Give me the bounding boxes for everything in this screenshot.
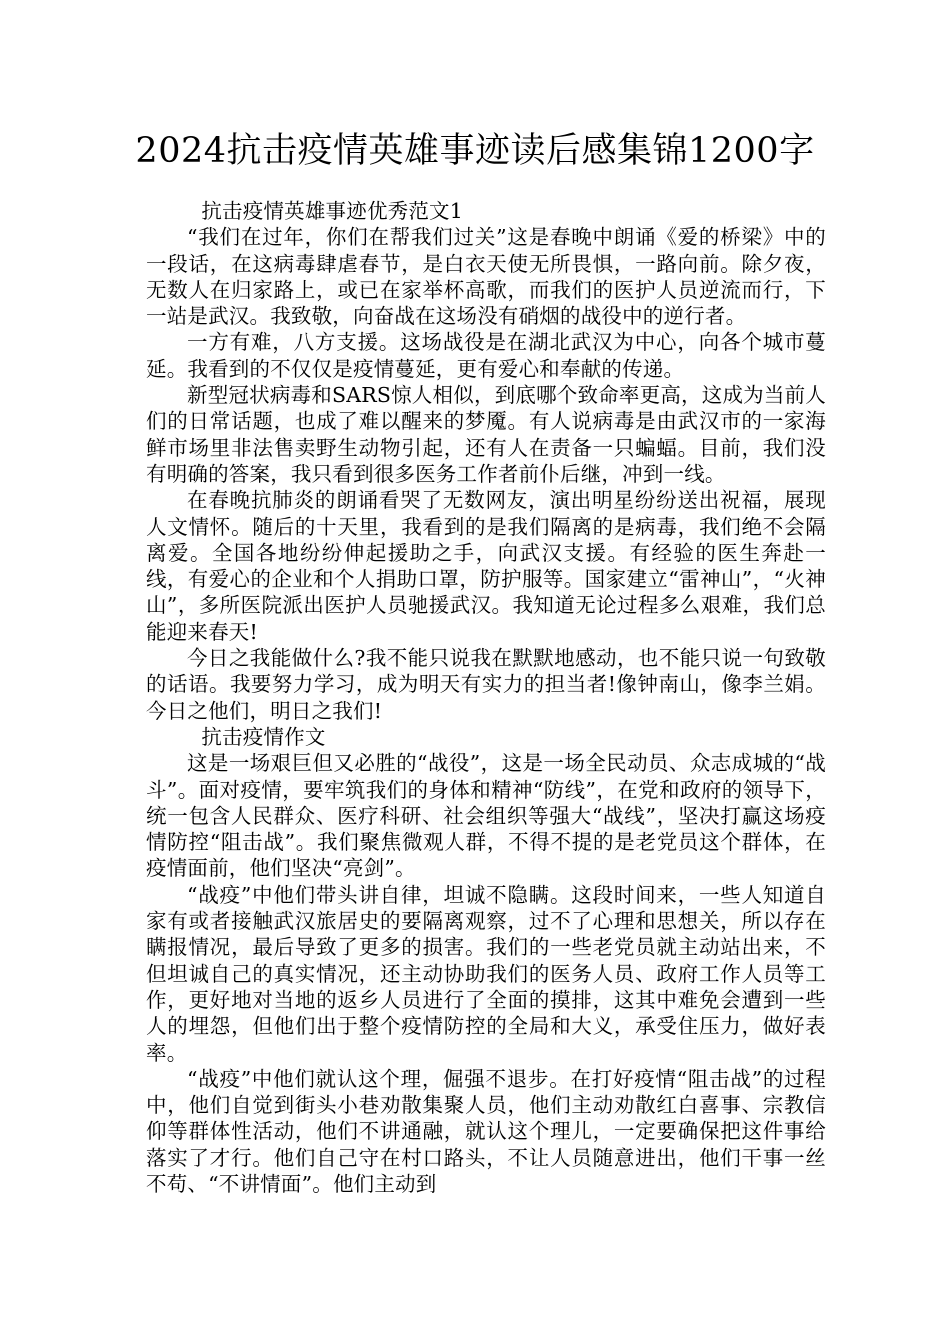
section-heading: 抗击疫情作文 xyxy=(201,724,326,749)
body-paragraph: 新型冠状病毒和SARS惊人相似，到底哪个致命率更高，这成为当前人们的日常话题，也成了难以醒来的梦魇。有人说病毒是由武汉市的一家海鲜市场里非法售卖野生动物引起，还有人在责备一只蝙蝠。目前，我们没有明确的答案，我只看到很多医务工作者前仆后继，冲到一线。 xyxy=(146,383,826,486)
body-paragraph: “战疫”中他们带头讲自律，坦诚不隐瞒。这段时间来，一些人知道自家有或者接触武汉旅居史的要隔离观察，过不了心理和思想关，所以存在瞒报情况，最后导致了更多的损害。我们的一些老党员就主动站出来，不但坦诚自己的真实情况，还主动协助我们的医务人员、政府工作人员等工作，更好地对当地的返乡人员进行了全面的摸排，这其中难免会遭到一些人的埋怨，但他们出于整个疫情防控的全局和大义，承受住压力，做好表率。 xyxy=(146,882,826,1065)
document-body xyxy=(146,198,826,1197)
body-paragraph: 一方有难，八方支援。这场战役是在湖北武汉为中心，向各个城市蔓延。我看到的不仅仅是疫情蔓延，更有爱心和奉献的传递。 xyxy=(146,330,826,381)
document-title: 2024抗击疫情英雄事迹读后感集锦1200字 xyxy=(135,131,815,171)
body-paragraph: “战疫”中他们就认这个理，倔强不退步。在打好疫情“阻击战”的过程中，他们自觉到街头小巷劝散集聚人员，他们主动劝散红白喜事、宗教信仰等群体性活动，他们不讲通融，就认这个理儿，一定要确保把这件事给落实了才行。他们自己守在村口路头，不让人员随意进出，他们干事一丝不苟、“不讲情面”。他们主动到 xyxy=(146,1066,826,1196)
body-paragraph: “我们在过年，你们在帮我们过关”这是春晚中朗诵《爱的桥梁》中的一段话，在这病毒肆虐春节，是白衣天使无所畏惧，一路向前。除夕夜，无数人在归家路上，或已在家举杯高歌，而我们的医护人员逆流而行，下一站是武汉。我致敬，向奋战在这场没有硝烟的战役中的逆行者。 xyxy=(146,225,826,329)
section-heading: 抗击疫情英雄事迹优秀范文1 xyxy=(201,199,463,223)
body-paragraph: 今日之我能做什么?我不能只说我在默默地感动，也不能只说一句致敬的话语。我要努力学习，成为明天有实力的担当者!像钟南山，像李兰娟。今日之他们，明日之我们! xyxy=(146,646,826,723)
body-paragraph: 在春晚抗肺炎的朗诵看哭了无数网友，演出明星纷纷送出祝福，展现人文情怀。随后的十天里，我看到的是我们隔离的是病毒，我们绝不会隔离爱。全国各地纷纷伸起援助之手，向武汉支援。有经验的医生奔赴一线，有爱心的企业和个人捐助口罩，防护服等。国家建立“雷神山”，“火神山”，多所医院派出医护人员驰援武汉。我知道无论过程多么艰难，我们总能迎来春天! xyxy=(146,488,826,644)
body-paragraph: 这是一场艰巨但又必胜的“战役”，这是一场全民动员、众志成城的“战斗”。面对疫情，要牢筑我们的身体和精神“防线”，在党和政府的领导下，统一包含人民群众、医疗科研、社会组织等强大“战线”，坚决打赢这场疫情防控“阻击战”。我们聚焦微观人群，不得不提的是老党员这个群体，在疫情面前，他们坚决“亮剑”。 xyxy=(146,751,826,881)
